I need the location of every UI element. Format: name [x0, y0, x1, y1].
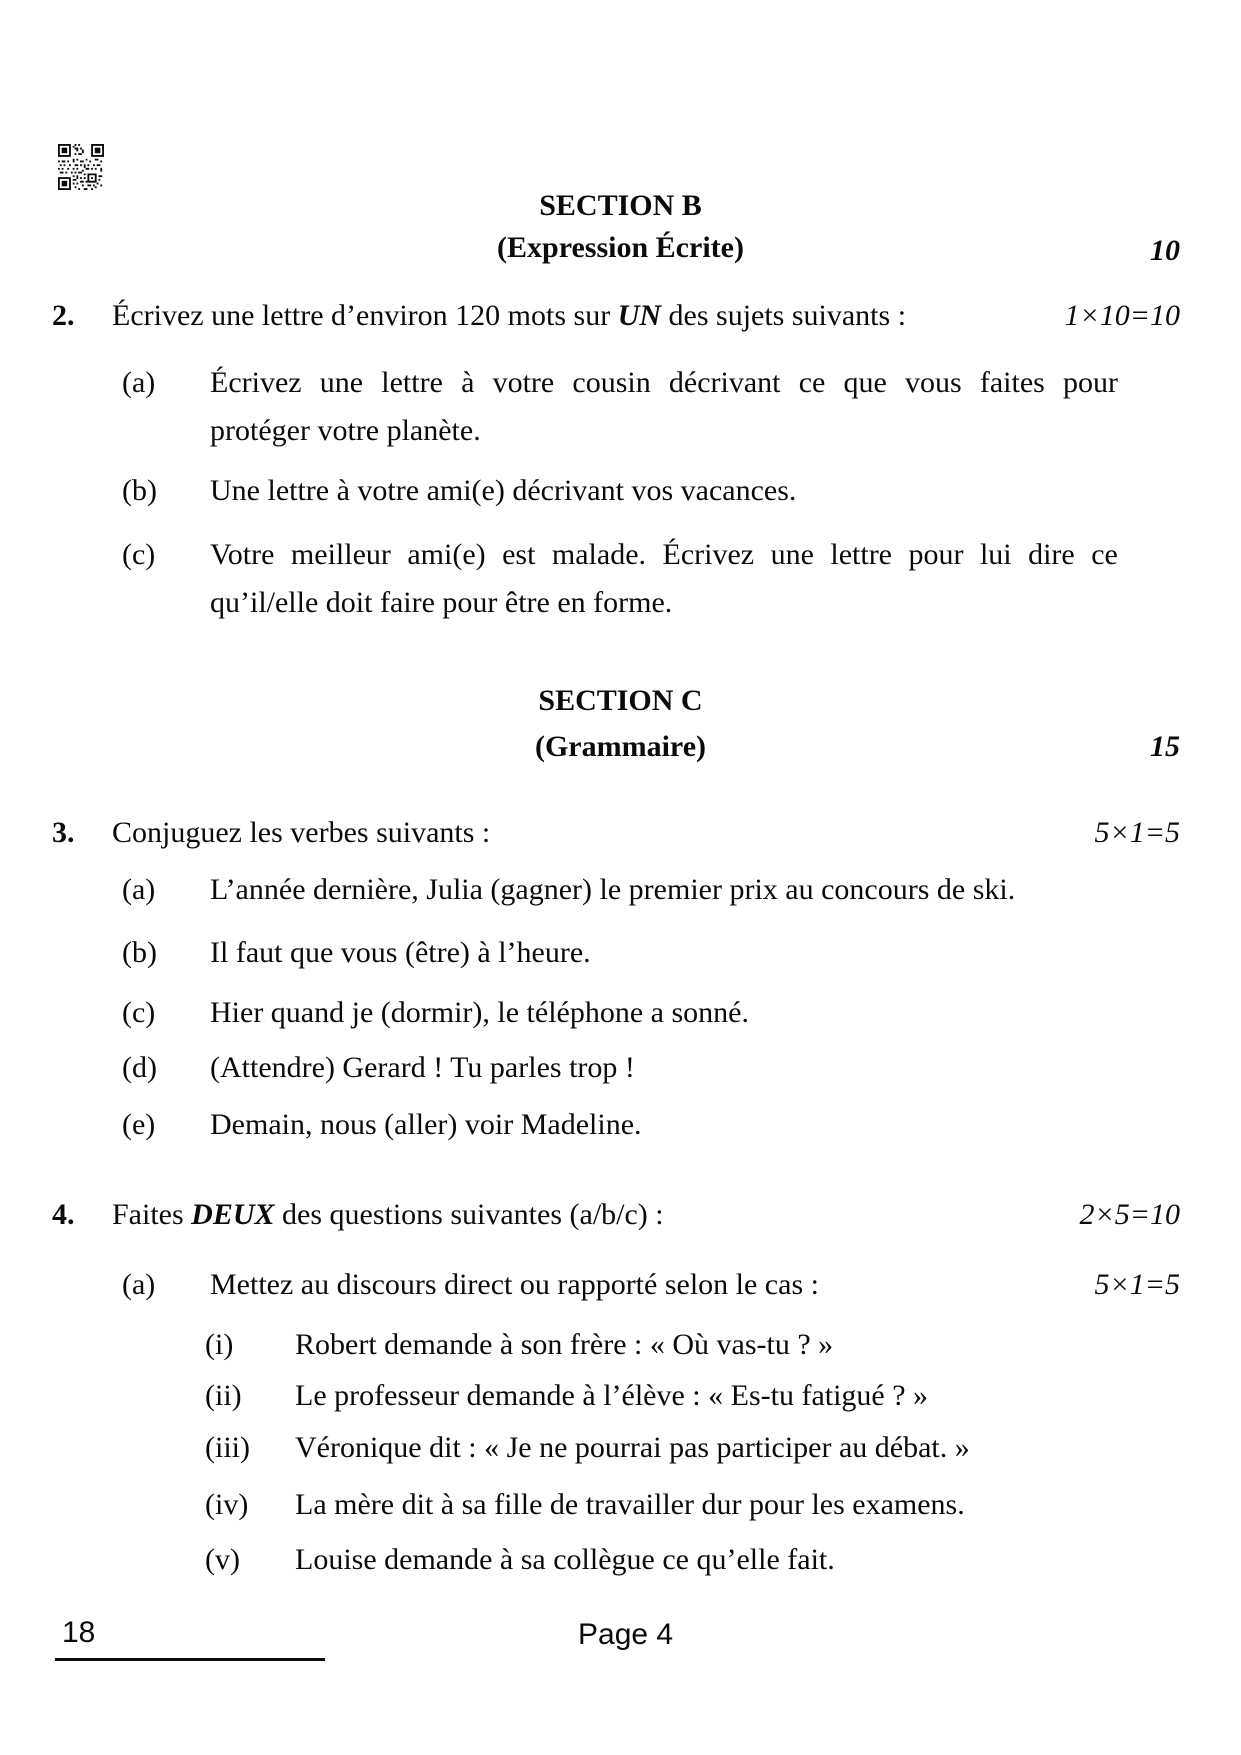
q2-marks: 1×10=10 — [1064, 299, 1180, 332]
q2-text-emphasis: UN — [617, 299, 662, 332]
q2c-line2: qu’il/elle doit faire pour être en forme. — [210, 586, 673, 619]
q3e-label: (e) — [122, 1108, 156, 1141]
q4a-iii-label: (iii) — [205, 1431, 250, 1464]
q4a-i-text: Robert demande à son frère : « Où vas-tu ? » — [295, 1328, 834, 1361]
footer-page-number: Page 4 — [578, 1618, 674, 1651]
q3c-label: (c) — [122, 996, 156, 1029]
section-b-title: SECTION B — [539, 189, 702, 222]
q2b-text: Une lettre à votre ami(e) décrivant vos vacances. — [210, 474, 797, 507]
section-c-subtitle: (Grammaire) — [534, 730, 707, 763]
q2-number: 2. — [52, 299, 75, 332]
q4a-iii-text: Véronique dit : « Je ne pourrai pas participer au débat. » — [295, 1431, 970, 1464]
q4a-iv-label: (iv) — [205, 1488, 249, 1521]
section-c-marks: 15 — [1150, 730, 1180, 763]
q2b-label: (b) — [122, 474, 157, 507]
q4-text-after: des questions suivantes (a/b/c) : — [274, 1198, 664, 1231]
q2c-line1: Votre meilleur ami(e) est malade. Écrivez une lettre pour lui dire ce — [210, 538, 1118, 571]
q2c-label: (c) — [122, 538, 156, 571]
q2a-line1: Écrivez une lettre à votre cousin décrivant ce que vous faites pour — [210, 366, 1118, 399]
q2-text — [112, 298, 906, 334]
q2-text-before: Écrivez une lettre d’environ 120 mots sur — [112, 299, 618, 332]
q2a-text — [210, 359, 1118, 455]
q3a-label: (a) — [122, 873, 156, 906]
section-c-title: SECTION C — [538, 684, 703, 717]
section-b-subtitle: (Expression Écrite) — [497, 231, 744, 264]
q4a-iv-text: La mère dit à sa fille de travailler dur pour les examens. — [295, 1488, 965, 1521]
q3c-text: Hier quand je (dormir), le téléphone a sonné. — [210, 996, 749, 1029]
q4a-ii-text: Le professeur demande à l’élève : « Es-tu fatigué ? » — [295, 1379, 929, 1412]
q3b-label: (b) — [122, 936, 157, 969]
q4-text-before: Faites — [112, 1198, 192, 1231]
qr-code — [58, 143, 104, 191]
q2-text-after: des sujets suivants : — [661, 299, 907, 332]
q3-text: Conjuguez les verbes suivants : — [112, 816, 491, 849]
q4-marks: 2×5=10 — [1079, 1198, 1180, 1231]
q3-marks: 5×1=5 — [1094, 816, 1180, 849]
q4-number: 4. — [52, 1198, 75, 1231]
q3e-text: Demain, nous (aller) voir Madeline. — [210, 1108, 642, 1141]
q4a-v-text: Louise demande à sa collègue ce qu’elle fait. — [295, 1543, 835, 1576]
q4a-label: (a) — [122, 1268, 156, 1301]
q4-text-emphasis: DEUX — [191, 1198, 275, 1231]
q4a-v-label: (v) — [205, 1543, 240, 1576]
q3a-text: L’année dernière, Julia (gagner) le premier prix au concours de ski. — [210, 873, 1016, 906]
q2a-label: (a) — [122, 366, 156, 399]
q3-number: 3. — [52, 816, 75, 849]
q2c-text — [210, 531, 1118, 627]
q4-text — [112, 1197, 664, 1233]
q2a-line2: protéger votre planète. — [210, 414, 481, 447]
q3b-text: Il faut que vous (être) à l’heure. — [210, 936, 591, 969]
q3d-text: (Attendre) Gerard ! Tu parles trop ! — [210, 1051, 635, 1084]
q4a-i-label: (i) — [205, 1328, 234, 1361]
q4a-marks: 5×1=5 — [1094, 1268, 1180, 1301]
section-b-marks: 10 — [1150, 234, 1180, 267]
q4a-ii-label: (ii) — [205, 1379, 242, 1412]
footer-paper-code: 18 — [62, 1616, 96, 1649]
q4a-text: Mettez au discours direct ou rapporté selon le cas : — [210, 1268, 819, 1301]
footer-underline — [55, 1658, 325, 1661]
q3d-label: (d) — [122, 1051, 157, 1084]
